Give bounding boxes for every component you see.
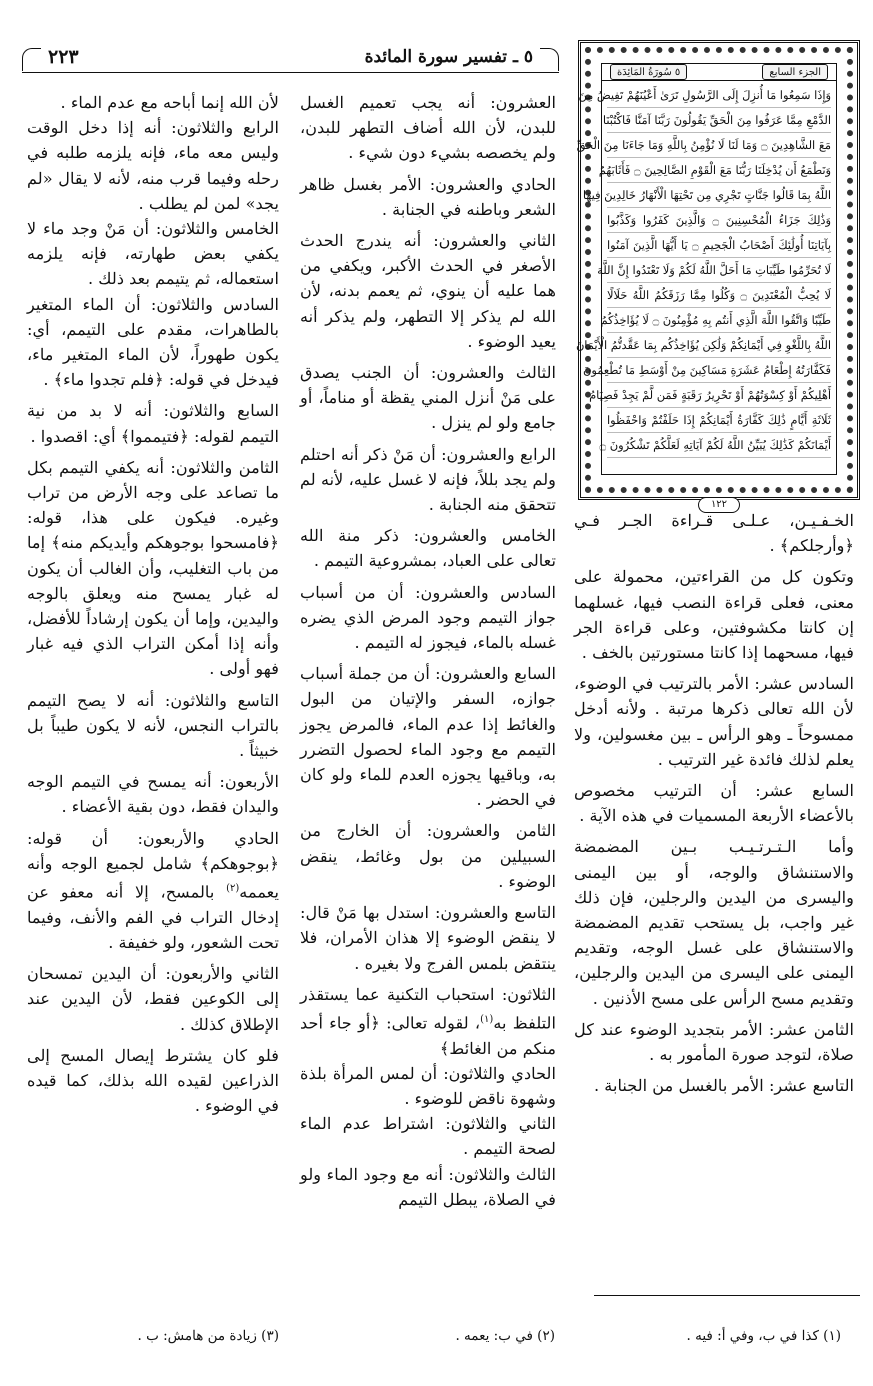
quran-line: اللَّهُ بِمَا قَالُوا جَنَّاتٍ تَجْرِي مِن تَحْتِهَا الْأَنْهَارُ خَالِدِينَ فِيهَا [607, 183, 831, 208]
paragraph: الثامن عشر: الأمر بتجديد الوضوء عند كل صلاة، لتوجد صورة المأمور به . [574, 1019, 854, 1065]
paragraph: العشرون: أنه يجب تعميم الغسل للبدن، لأن الله أضاف التطهر للبدن، ولم يخصصه بشيء دون شيء . [300, 93, 556, 163]
quran-line: أَهْلِيكُمْ أَوْ كِسْوَتُهُمْ أَوْ تَحْرِيرُ رَقَبَةٍ فَمَن لَّمْ يَجِدْ فَصِيَامُ [607, 383, 831, 408]
left-text-column [27, 90, 279, 1118]
paragraph: وتكون كل من القراءتين، محمولة على معنى، فعلى قراءة النصب فيها، غسلهما إن كانتا مكشوفتين، وعلى قراءة الجر فيها، مسحهما إذا كانتا مستورتين بالخف . [574, 567, 854, 663]
quran-line: اللَّهُ بِاللَّغْوِ فِي أَيْمَانِكُمْ وَلَٰكِن يُؤَاخِذُكُم بِمَا عَقَّدتُّمُ الْأَيْمَانَ [607, 333, 831, 358]
quran-line: بِآيَاتِنَا أُولَٰئِكَ أَصْحَابُ الْجَحِيمِ ۝ يَا أَيُّهَا الَّذِينَ آمَنُوا [607, 233, 831, 258]
paragraph: الأربعون: أنه يمسح في التيمم الوجه واليدان فقط، دون بقية الأعضاء . [27, 772, 279, 817]
paragraph: السادس عشر: الأمر بالترتيب في الوضوء، لأن الله تعالى ذكرها مرتبة . ولأنه أدخل ممسوحاً ـ وهو الرأس ـ بين مغسولين، ولا يعلم لذلك فائدة غير الترتيب . [574, 674, 854, 769]
paragraph: السادس والعشرون: أن من أسباب جواز التيمم وجود المرض الذي يضره غسله بالماء، فيجوز له التيمم . [300, 582, 556, 653]
quran-line: وَذَٰلِكَ جَزَاءُ الْمُحْسِنِينَ ۝ وَالَّذِينَ كَفَرُوا وَكَذَّبُوا [607, 208, 831, 233]
text-run: ، لقوله تعالى: ﴿أو جاء أحد منكم من الغائط﴾ [300, 1013, 556, 1058]
quran-line: وَنَطْمَعُ أَن يُدْخِلَنَا رَبُّنَا مَعَ الْقَوْمِ الصَّالِحِينَ ۝ فَأَثَابَهُمُ [607, 158, 831, 183]
footnote-marker: (١) [480, 1013, 494, 1025]
quran-line: فَكَفَّارَتُهُ إِطْعَامُ عَشَرَةِ مَسَاكِينَ مِنْ أَوْسَطِ مَا تُطْعِمُونَ [607, 358, 831, 383]
paragraph: التاسع عشر: الأمر بالغسل من الجنابة . [593, 1076, 854, 1096]
paragraph: السابع والعشرون: أن من جملة أسباب جوازه، السفر والإتيان من البول والغائط إذا عدم الماء، فالمرض يجوز التيمم مع وجود الماء لحصول التضرر به، وباقيها يجوزه العدم للماء ولو كان في الحضر . [300, 664, 556, 810]
paragraph: الثامن والثلاثون: أنه يكفي التيمم بكل ما تصاعد على وجه الأرض من تراب وغيره. فيكون على هذا، قوله: ﴿فامسحوا بوجوهكم وأيديكم منه﴾ إما من باب التغليب، وأن الغالب أن يكون له غبار يمسح منه ويعلق بالوجه واليدين، وإما أن يكون إرشاداً للأفضل، وأنه إذا أمكن التراب الذي فيه غبار فهو أولى . [27, 457, 279, 679]
text-run: الثلاثون: استحباب التكنية عما يستقذر التلفظ به [300, 984, 556, 1033]
paragraph: الثالث والعشرون: أن الجنب يصدق على مَنْ أنزل المني يقظة أو مناماً، أو جامع ولو لم ينزل . [300, 363, 556, 433]
footnote: (٣) زيادة من هامش: ب . [137, 1328, 279, 1344]
juz-label: الجزء السابع [762, 64, 828, 80]
paragraph: السابع عشر: أن الترتيب مخصوص بالأعضاء الأربعة المسميات في هذه الآية . [574, 781, 854, 826]
header-ornament-right [540, 48, 559, 71]
paragraph: الخـفـيـن، عـلـى قـراءة الجـر فـي ﴿وأرجلكم﴾ . [574, 511, 854, 556]
footnote: (١) كذا في ب، وفي أ: فيه . [686, 1328, 841, 1344]
quran-frame-header [602, 64, 836, 81]
paragraph: لأن الله إنما أباحه مع عدم الماء . [60, 93, 279, 112]
paragraph: الثالث والثلاثون: أنه مع وجود الماء ولو في الصلاة، يبطل التيمم [300, 1164, 556, 1209]
footnote-rule [594, 1295, 860, 1296]
quran-verses [575, 81, 836, 460]
paragraph: الثاني والثلاثون: اشتراط عدم الماء لصحة التيمم . [300, 1114, 556, 1159]
paragraph: الخامس والثلاثون: أن مَنْ وجد ماء لا يكفي بعض طهارته، فإنه يلزمه استعماله، ثم يتيمم بعد ذلك . [27, 219, 279, 289]
quran-line: أَيْمَانَكُمْ كَذَٰلِكَ يُبَيِّنُ اللَّهُ لَكُمْ آيَاتِهِ لَعَلَّكُمْ تَشْكُرُونَ ۝ [607, 433, 831, 458]
text-run: الحادي والأربعون: أن قوله: ﴿بوجوهكم﴾ شامل لجميع الوجه وأنه يعممه [27, 828, 279, 902]
paragraph [27, 826, 279, 955]
quran-text-frame [575, 40, 860, 510]
quran-line: لَا تُحَرِّمُوا طَيِّبَاتِ مَا أَحَلَّ اللَّهُ لَكُمْ وَلَا تَعْتَدُوا إِنَّ اللَّهَ [607, 258, 831, 283]
paragraph: الرابع والعشرون: أن مَنْ ذكر أنه احتلم ولم يجد بللاً، فإنه لا غسل عليه، لأنه لم تتحقق منه الجنابة . [300, 444, 556, 515]
paragraph: الثاني والعشرون: أنه يندرج الحدث الأصغر في الحدث الأكبر، ويكفي من هما عليه أن ينوي، ثم يعمم بدنه، لأن الله لم يذكر إلا التطهر، ولم يذكر أنه يعيد الوضوء . [300, 231, 556, 351]
header-ornament-left [22, 48, 41, 71]
paragraph: التاسع والعشرون: استدل بها مَنْ قال: لا ينقض الوضوء إلا هذان الأمران، فلا ينتقض بلمس الفرج ولا بغيره . [300, 903, 556, 973]
paragraph: الرابع والثلاثون: أنه إذا دخل الوقت وليس معه ماء، فإنه يلزمه طلبه في رحله وفيما قرب منه، لأنه لا يقال «لم يجد» لمن لم يطلب . [27, 118, 279, 213]
quran-line: الدَّمْعِ مِمَّا عَرَفُوا مِنَ الْحَقِّ يَقُولُونَ رَبَّنَا آمَنَّا فَاكْتُبْنَا [607, 108, 831, 133]
paragraph: الحادي والعشرون: الأمر بغسل ظاهر الشعر وباطنه في الجنابة . [300, 174, 556, 219]
paragraph: الخامس والعشرون: ذكر منة الله تعالى على العباد، بمشروعية التيمم . [300, 526, 556, 571]
quran-line: لَا يُحِبُّ الْمُعْتَدِينَ ۝ وَكُلُوا مِمَّا رَزَقَكُمُ اللَّهُ حَلَالًا [607, 283, 831, 308]
footnote-marker: (٢) [226, 883, 240, 895]
page-number: ٢٢٣ [48, 46, 79, 68]
page-title: ٥ ـ تفسير سورة المائدة [364, 47, 533, 67]
quran-line: وَإِذَا سَمِعُوا مَا أُنزِلَ إِلَى الرَّسُولِ تَرَىٰ أَعْيُنَهُمْ تَفِيضُ مِنَ [607, 83, 831, 108]
header-rule [22, 72, 559, 73]
paragraph: فلو كان يشترط إيصال المسح إلى الذراعين لقيده الله بذلك، كما قيده في الوضوء . [27, 1045, 279, 1116]
page-header [22, 44, 559, 78]
quran-line: طَيِّبًا وَاتَّقُوا اللَّهَ الَّذِي أَنتُم بِهِ مُؤْمِنُونَ ۝ لَا يُؤَاخِذُكُمُ [607, 308, 831, 333]
paragraph [300, 982, 556, 1061]
quran-line: ثَلَاثَةِ أَيَّامٍ ذَٰلِكَ كَفَّارَةُ أَيْمَانِكُمْ إِذَا حَلَفْتُمْ وَاحْفَظُوا [607, 408, 831, 433]
quran-line: مَعَ الشَّاهِدِينَ ۝ وَمَا لَنَا لَا نُؤْمِنُ بِاللَّهِ وَمَا جَاءَنَا مِنَ الْحَقِّ [607, 133, 831, 158]
right-text-column [574, 508, 854, 1098]
paragraph: وأما الـتـرتـيـب بـين المضمضة والاستنشاق والوجه، أو بين اليمنى واليسرى من اليدين والرجلين، فإن ذلك غير واجب، بل يستحب تقديم المضمضة والاستنشاق على غسل الوجه، وتقديم اليمنى على اليسرى من اليدين والرجلين، وتقديم مسح الرأس على مسح الأذنين . [574, 837, 854, 1008]
paragraph: الحادي والثلاثون: أن لمس المرأة بلذة وشهوة ناقض للوضوء . [300, 1063, 556, 1108]
paragraph: السادس والثلاثون: أن الماء المتغير بالطاهرات، مقدم على التيمم، أي: يكون طهوراً، لأن الماء المتغير ماء، فيدخل في قوله: ﴿فلم تجدوا ماء﴾ . [27, 294, 279, 390]
mushaf-page-number: ١٢٢ [698, 497, 740, 513]
paragraph: الثاني والأربعون: أن اليدين تمسحان إلى الكوعين فقط، لأن اليدين عند الإطلاق كذلك . [27, 964, 279, 1034]
quran-panel [575, 63, 837, 475]
surah-label: ٥ سُورَةُ المَائِدَة [610, 64, 687, 80]
paragraph: الثامن والعشرون: أن الخارج من السبيلين من بول وغائط، ينقض الوضوء . [300, 821, 556, 891]
footnote: (٢) في ب: يعمه . [455, 1328, 555, 1344]
text-run: بالمسح، إلا أنه معفو عن إدخال التراب في الفم والأنف، وفيما تحت الشعور، ولو خفيفة . [27, 882, 279, 952]
paragraph: السابع والثلاثون: أنه لا بد من نية التيمم لقوله: ﴿فتيمموا﴾ أي: اقصدوا . [27, 401, 279, 446]
middle-text-column [300, 90, 556, 1212]
paragraph: التاسع والثلاثون: أنه لا يصح التيمم بالتراب النجس، لأنه لا يكون طيباً بل خبيثاً . [27, 690, 279, 761]
